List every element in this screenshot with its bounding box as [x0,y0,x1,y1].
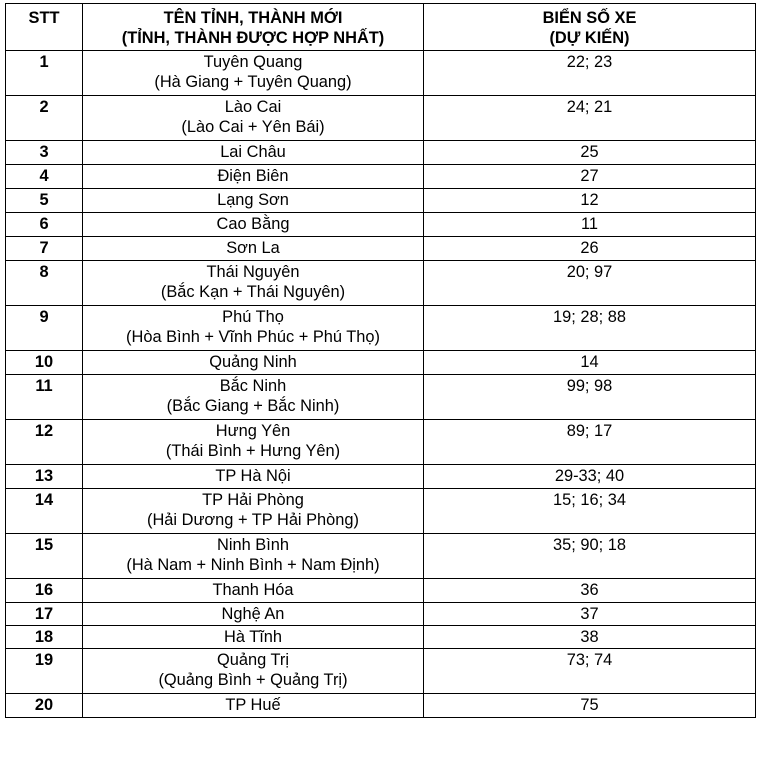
table-row [6,694,756,718]
merged-provinces: (Hải Dương + TP Hải Phòng) [147,511,359,529]
row-plate-numbers: 29-33; 40 [424,465,756,489]
row-plate-numbers: 25 [424,141,756,165]
row-province-name [83,465,424,489]
row-province-name [83,420,424,465]
province-name: Nghệ An [221,605,285,623]
table-row [6,579,756,603]
row-province-name [83,261,424,306]
row-province-name [83,51,424,96]
row-province-name [83,306,424,351]
row-stt: 16 [6,579,83,603]
province-name: Hà Tĩnh [223,628,282,646]
row-province-name [83,489,424,534]
row-stt: 13 [6,465,83,489]
row-plate-numbers: 19; 28; 88 [424,306,756,351]
merged-provinces: (Hà Nam + Ninh Bình + Nam Định) [126,556,380,574]
province-name: Điện Biên [217,167,289,185]
province-name: Lai Châu [220,143,286,161]
row-province-name [83,694,424,718]
merged-provinces: (Bắc Kạn + Thái Nguyên) [160,283,346,301]
row-plate-numbers: 20; 97 [424,261,756,306]
table-row [6,306,756,351]
row-stt: 10 [6,351,83,375]
row-plate-numbers: 14 [424,351,756,375]
table-row [6,649,756,694]
row-stt: 12 [6,420,83,465]
header-plate-line1: BIỂN SỐ XE [542,9,637,27]
row-stt: 15 [6,534,83,579]
row-stt: 9 [6,306,83,351]
row-plate-numbers: 75 [424,694,756,718]
row-province-name [83,626,424,649]
table-row [6,603,756,626]
table-row [6,189,756,213]
province-name: Bắc Ninh [219,377,287,395]
row-plate-numbers: 12 [424,189,756,213]
row-stt: 3 [6,141,83,165]
row-province-name [83,649,424,694]
province-name: Tuyên Quang [203,53,303,71]
row-province-name [83,351,424,375]
province-name: Lào Cai [224,98,282,116]
row-plate-numbers: 38 [424,626,756,649]
row-plate-numbers: 11 [424,213,756,237]
table-row [6,51,756,96]
merged-provinces: (Hòa Bình + Vĩnh Phúc + Phú Thọ) [126,328,380,346]
header-province-name [83,4,424,51]
province-name: Hưng Yên [215,422,291,440]
row-province-name [83,213,424,237]
province-name: Thái Nguyên [206,263,300,281]
row-stt: 17 [6,603,83,626]
row-plate-numbers: 37 [424,603,756,626]
row-plate-numbers: 24; 21 [424,96,756,141]
license-plate-table [5,3,756,718]
row-stt: 7 [6,237,83,261]
row-stt: 1 [6,51,83,96]
row-province-name [83,96,424,141]
row-province-name [83,237,424,261]
province-name: Quảng Trị [217,651,289,669]
row-stt: 5 [6,189,83,213]
row-province-name [83,189,424,213]
row-stt: 11 [6,375,83,420]
row-plate-numbers: 27 [424,165,756,189]
table-row [6,237,756,261]
table-row [6,96,756,141]
table-row [6,375,756,420]
row-plate-numbers: 22; 23 [424,51,756,96]
merged-provinces: (Bắc Giang + Bắc Ninh) [166,397,340,415]
table-row [6,465,756,489]
table-row [6,534,756,579]
row-stt: 18 [6,626,83,649]
row-plate-numbers: 35; 90; 18 [424,534,756,579]
header-plate-numbers [424,4,756,51]
row-plate-numbers: 89; 17 [424,420,756,465]
row-plate-numbers: 99; 98 [424,375,756,420]
row-stt: 8 [6,261,83,306]
header-row [6,4,756,51]
row-stt: 20 [6,694,83,718]
province-name: Sơn La [226,239,280,257]
merged-provinces: (Lào Cai + Yên Bái) [181,118,325,136]
table-row [6,165,756,189]
table-row [6,420,756,465]
row-province-name [83,375,424,420]
row-stt: 6 [6,213,83,237]
table-row [6,489,756,534]
table-row [6,626,756,649]
province-name: Quảng Ninh [209,353,297,371]
province-name: Phú Thọ [222,308,284,326]
province-name: TP Huế [225,696,281,714]
row-plate-numbers: 26 [424,237,756,261]
row-province-name [83,165,424,189]
header-name-line2: (TỈNH, THÀNH ĐƯỢC HỢP NHẤT) [121,29,385,47]
merged-provinces: (Thái Bình + Hưng Yên) [165,442,341,460]
table-row [6,351,756,375]
row-province-name [83,141,424,165]
merged-provinces: (Hà Giang + Tuyên Quang) [154,73,352,91]
header-name-line1: TÊN TỈNH, THÀNH MỚI [163,9,343,27]
row-plate-numbers: 36 [424,579,756,603]
row-stt: 4 [6,165,83,189]
merged-provinces: (Quảng Bình + Quảng Trị) [158,671,348,689]
header-plate-line2: (DỰ KIẾN) [549,29,630,47]
province-name: TP Hà Nội [215,467,291,485]
province-name: Thanh Hóa [212,581,294,599]
header-stt: STT [6,4,83,51]
row-stt: 14 [6,489,83,534]
row-stt: 2 [6,96,83,141]
row-plate-numbers: 15; 16; 34 [424,489,756,534]
province-name: Lạng Sơn [217,191,289,209]
province-name: TP Hải Phòng [202,491,304,509]
row-province-name [83,603,424,626]
province-name: Ninh Bình [217,536,289,554]
row-province-name [83,579,424,603]
row-province-name [83,534,424,579]
province-name: Cao Bằng [216,215,290,233]
row-stt: 19 [6,649,83,694]
row-plate-numbers: 73; 74 [424,649,756,694]
table-row [6,261,756,306]
table-row [6,213,756,237]
table-row [6,141,756,165]
